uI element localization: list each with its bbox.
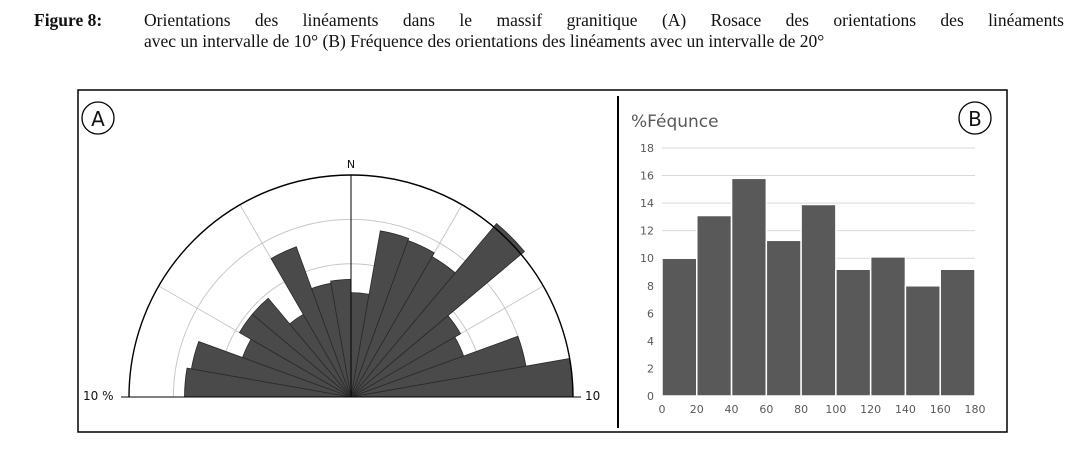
x-tick-label: 60	[759, 403, 774, 416]
y-tick-label: 8	[647, 279, 654, 293]
x-tick-label: 100	[825, 403, 847, 416]
rose-right-scale-label: 10	[585, 389, 601, 403]
rose-left-scale-label: 10 %	[83, 389, 114, 403]
figure-number: Figure 8:	[34, 10, 103, 30]
x-tick-label: 140	[894, 403, 916, 416]
histogram-bar	[697, 216, 732, 396]
panel-a-label: A	[91, 107, 105, 131]
y-tick-label: 12	[640, 224, 654, 238]
x-tick-label: 160	[929, 403, 951, 416]
panel-b-label: B	[968, 107, 982, 131]
histogram-bar	[905, 286, 940, 396]
x-tick-label: 120	[860, 403, 882, 416]
histogram-bar	[732, 178, 767, 396]
y-tick-label: 4	[647, 334, 654, 348]
x-tick-label: 180	[964, 403, 986, 416]
x-tick-label: 40	[724, 403, 739, 416]
x-tick-label: 80	[794, 403, 809, 416]
x-tick-label: 20	[689, 403, 704, 416]
y-tick-label: 0	[647, 390, 654, 403]
y-tick-label: 2	[647, 362, 654, 376]
histogram-bar	[662, 258, 697, 396]
caption-line-2: avec un intervalle de 10° (B) Fréquence des orientations des linéaments avec un intervalle de 20°	[144, 31, 825, 51]
histogram-title: %Féqunce	[631, 112, 719, 132]
north-label: N	[346, 158, 356, 171]
histogram-bar	[801, 204, 836, 396]
histogram-bar	[836, 269, 871, 396]
y-tick-label: 18	[640, 142, 654, 155]
y-tick-label: 10	[640, 252, 654, 266]
y-tick-label: 14	[640, 197, 654, 211]
histogram-bar	[766, 240, 801, 396]
histogram-bar	[940, 269, 975, 396]
x-tick-label: 0	[658, 403, 666, 416]
histogram-bar	[871, 257, 906, 396]
caption-line-1: Orientations des linéaments dans le massif granitique (A) Rosace des orientations des linéaments	[144, 10, 1064, 30]
y-tick-label: 16	[640, 169, 654, 183]
y-tick-label: 6	[647, 307, 654, 321]
